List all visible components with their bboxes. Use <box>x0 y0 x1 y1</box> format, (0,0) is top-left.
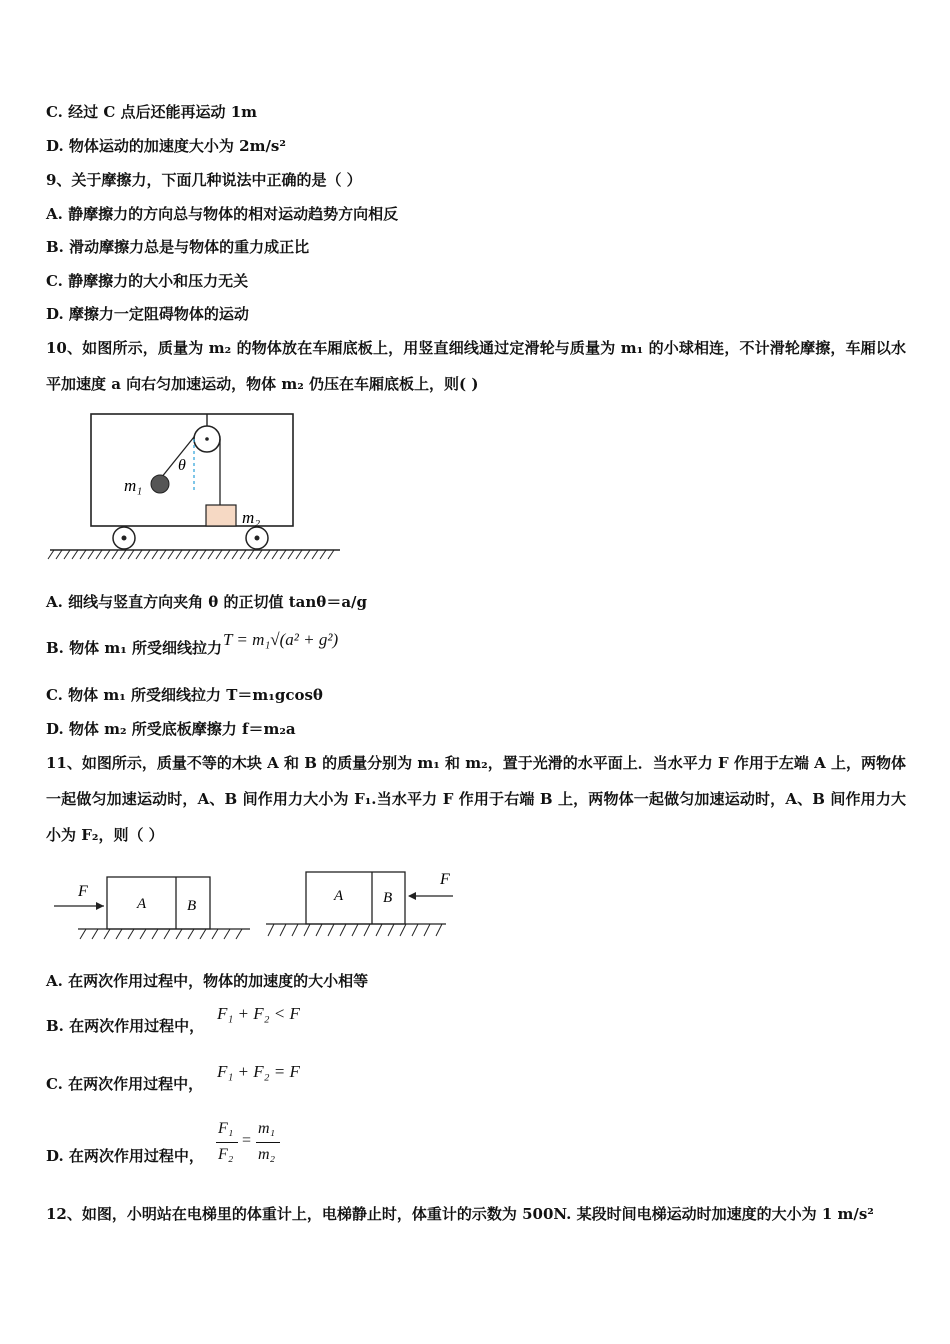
question-12: 12、如图，小明站在电梯里的体重计上，电梯静止时，体重计的示数为 500N. 某段时间电梯运动时加速度的大小为 1 m/s² <box>46 1205 874 1223</box>
equals-sign: = <box>242 1132 252 1149</box>
figure-cart-pulley <box>46 408 346 568</box>
question-10: 10、如图所示，质量为 m₂ 的物体放在车厢底板上，用竖直细线通过定滑轮与质量为 m₁ 的小球相连，不计滑轮摩擦，车厢以水平加速度 a 向右匀加速运动，物体 m₂ 仍压在车厢底板上，则( ) <box>46 339 906 393</box>
fraction-numerator-right: m₁ <box>258 1120 276 1137</box>
m2-label: m₂ <box>242 508 261 527</box>
block-a-label-right: A <box>334 888 344 904</box>
option-a-q9: A. 静摩擦力的方向总与物体的相对运动趋势方向相反 <box>46 205 399 223</box>
option-b-q11: B. 在两次作用过程中， <box>46 1017 205 1035</box>
formula-b-q10: T = m₁√(a² + g²) <box>223 630 339 649</box>
force-label-right: F <box>440 871 450 888</box>
option-d-q11: D. 在两次作用过程中， <box>46 1147 204 1165</box>
formula-b-q11: F₁ + F₂ < F <box>217 1004 300 1023</box>
option-b-q10: B. 物体 m₁ 所受细线拉力 <box>46 639 223 657</box>
figure-blocks-ab <box>50 866 470 950</box>
option-c-q11: C. 在两次作用过程中， <box>46 1075 204 1093</box>
option-a-q10: A. 细线与竖直方向夹角 θ 的正切值 tanθ＝a/g <box>46 593 368 611</box>
option-b-q9: B. 滑动摩擦力总是与物体的重力成正比 <box>46 238 310 256</box>
fraction-denominator-left: F₂ <box>218 1146 234 1163</box>
formula-c-q11: F₁ + F₂ = F <box>217 1062 300 1081</box>
option-c-q10: C. 物体 m₁ 所受细线拉力 T＝m₁gcosθ <box>46 686 323 704</box>
option-d-q8: D. 物体运动的加速度大小为 2m/s² <box>46 137 286 155</box>
force-label-left: F <box>78 883 88 900</box>
fraction-denominator-right: m₂ <box>258 1146 276 1163</box>
option-c-q9: C. 静摩擦力的大小和压力无关 <box>46 272 249 290</box>
block-a-label-left: A <box>137 896 147 912</box>
theta-label: θ <box>178 457 186 474</box>
option-d-q10: D. 物体 m₂ 所受底板摩擦力 f＝m₂a <box>46 720 296 738</box>
block-b-label-left: B <box>187 898 197 914</box>
option-d-q9: D. 摩擦力一定阻碍物体的运动 <box>46 305 249 323</box>
fraction-numerator-left: F₁ <box>218 1120 234 1137</box>
question-11: 11、如图所示，质量不等的木块 A 和 B 的质量分别为 m₁ 和 m₂，置于光滑的水平面上．当水平力 F 作用于左端 A 上，两物体一起做匀加速运动时，A、B 间作用力大小为 F₁.当水平力 F 作用于右端 B 上，两物体一起做匀加速运动时，A、B 间作用力大小为 F₂，则（ ） <box>46 754 906 844</box>
block-b-label-right: B <box>383 890 393 906</box>
m1-label: m₁ <box>124 476 143 495</box>
formula-d-q11 <box>214 1120 284 1170</box>
question-9: 9、关于摩擦力，下面几种说法中正确的是（ ） <box>46 171 362 189</box>
option-a-q11: A. 在两次作用过程中，物体的加速度的大小相等 <box>46 972 369 990</box>
option-c-q8: C. 经过 C 点后还能再运动 1m <box>46 103 258 121</box>
